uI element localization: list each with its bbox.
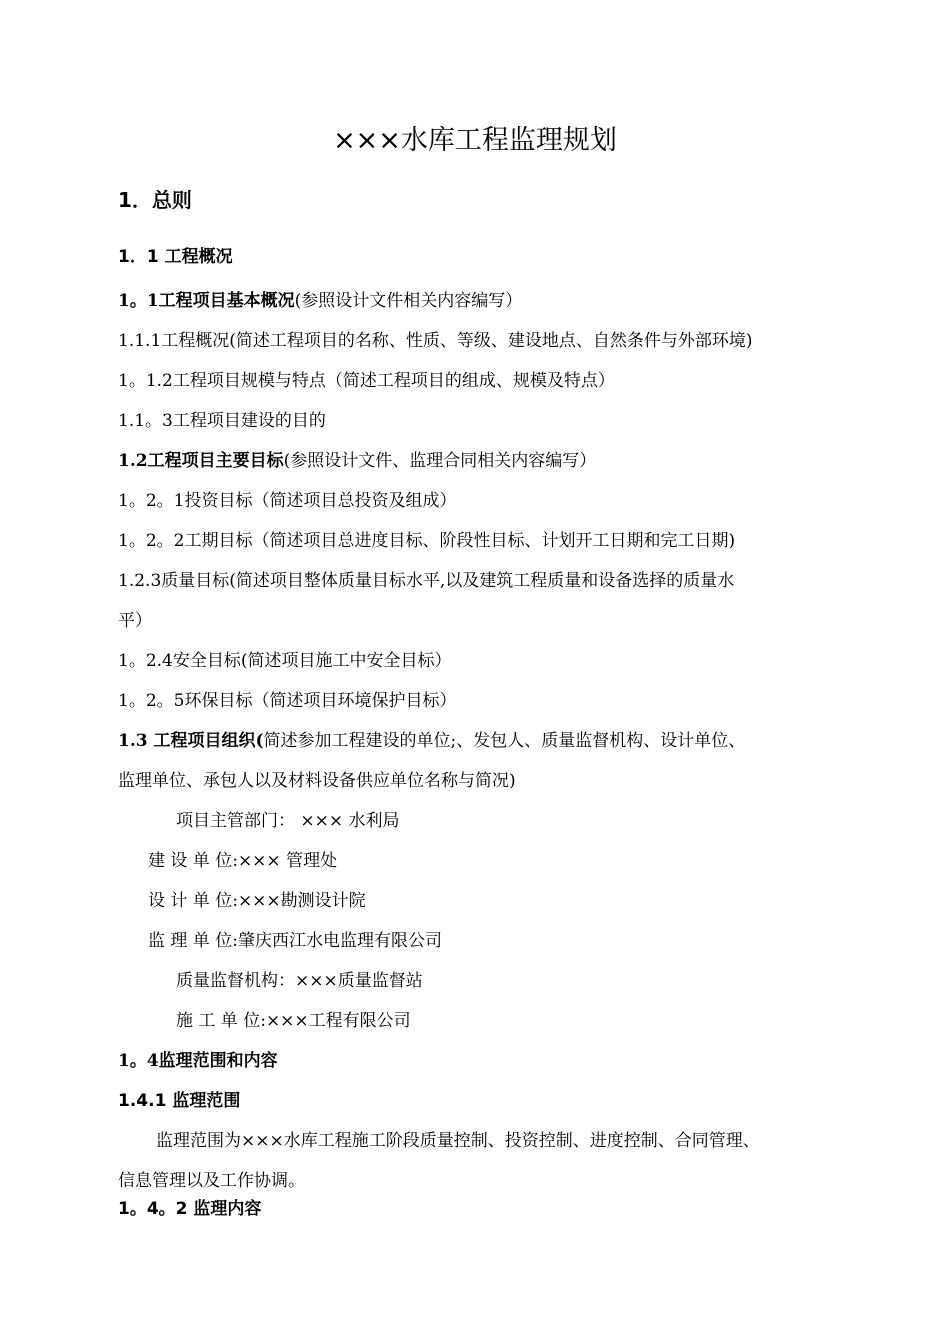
text-line: 1。2。2工期目标（简述项目总进度目标、阶段性目标、计划开工日期和完工日期) [118,531,736,551]
text-line: 1.1。3工程项目建设的目的 [118,411,326,431]
heading-scope-and-content: 1。4监理范围和内容 [118,1051,278,1071]
org-contractor: 施 工 单 位:×××工程有限公司 [176,1011,411,1031]
text-line: 1。2。1投资目标（简述项目总投资及组成） [118,491,457,511]
org-construction-unit: 建 设 单 位:××× 管理处 [148,851,338,871]
heading-main-targets-bold: 1.2工程项目主要目标 [118,451,284,471]
section-heading-general: 1．总则 [118,188,192,212]
heading-basic-overview-bold: 1。1工程项目基本概况 [118,291,295,311]
text-line: 1.1.1工程概况(简述工程项目的名称、性质、等级、建设地点、自然条件与外部环境) [118,331,753,351]
org-quality-supervision: 质量监督机构：×××质量监督站 [176,971,423,991]
text-line: 1.2.3质量目标(简述项目整体质量目标水平,以及建筑工程质量和设备选择的质量水 [118,571,735,591]
org-competent-department: 项目主管部门： ××× 水利局 [176,811,400,831]
heading-content: 1。4。2 监理内容 [118,1199,262,1219]
heading-main-targets-note: (参照设计文件、监理合同相关内容编写） [283,451,597,471]
heading-project-organization [118,729,745,753]
org-supervision-unit: 监 理 单 位:肇庆西江水电监理有限公司 [148,931,442,951]
heading-basic-overview-note: (参照设计文件相关内容编写） [294,291,523,311]
heading-basic-overview [118,289,522,313]
subsection-heading-project-overview: 1．1 工程概况 [118,247,233,267]
text-line: 监理单位、承包人以及材料设备供应单位名称与简况) [118,771,516,791]
heading-project-organization-bold: 1.3 工程项目组织( [118,731,264,751]
text-line: 1。1.2工程项目规模与特点（简述工程项目的组成、规模及特点） [118,371,615,391]
text-line: 1。2。5环保目标（简述项目环境保护目标） [118,691,457,711]
org-design-unit: 设 计 单 位:×××勘测设计院 [148,891,366,911]
document-title: ×××水库工程监理规划 [333,125,617,156]
heading-scope: 1.4.1 监理范围 [118,1091,241,1111]
text-line: 平） [118,611,152,631]
text-line: 监理范围为×××水库工程施工阶段质量控制、投资控制、进度控制、合同管理、 [156,1131,760,1151]
heading-project-organization-note: 简述参加工程建设的单位;、发包人、质量监督机构、设计单位、 [263,731,746,751]
heading-main-targets [118,449,596,473]
text-line: 信息管理以及工作协调。 [118,1171,305,1191]
text-line: 1。2.4安全目标(简述项目施工中安全目标） [118,651,452,671]
